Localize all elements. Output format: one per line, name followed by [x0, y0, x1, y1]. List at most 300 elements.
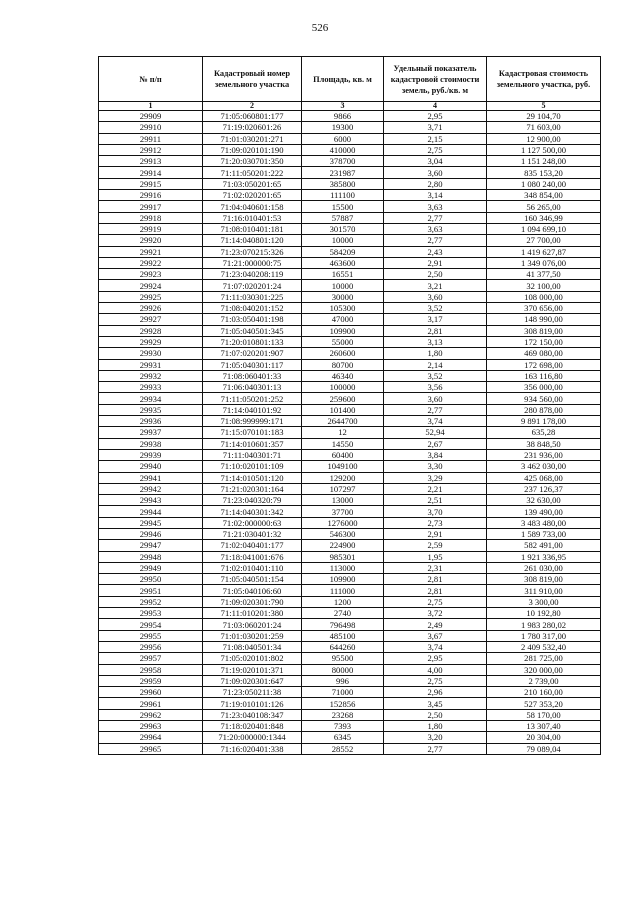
cell-row-number: 29918 [99, 212, 203, 223]
cell-row-number: 29939 [99, 449, 203, 460]
table-row [99, 709, 601, 720]
table-row [99, 246, 601, 257]
cell-specific-value: 2,75 [384, 675, 487, 686]
cell-cadastral-number: 71:05:020101:802 [203, 653, 302, 664]
cell-row-number: 29936 [99, 416, 203, 427]
cell-cadastral-value: 1 127 500,00 [487, 144, 601, 155]
cell-cadastral-number: 71:23:040208:119 [203, 269, 302, 280]
cell-specific-value: 3,60 [384, 393, 487, 404]
cell-cadastral-number: 71:02:020201:65 [203, 190, 302, 201]
cell-cadastral-number: 71:01:030201:259 [203, 630, 302, 641]
cell-area: 111100 [302, 190, 384, 201]
cell-cadastral-value: 210 160,00 [487, 687, 601, 698]
cell-cadastral-value: 1 780 317,00 [487, 630, 601, 641]
cell-cadastral-number: 71:20:000000:1344 [203, 732, 302, 743]
table-row [99, 359, 601, 370]
cell-specific-value: 2,77 [384, 743, 487, 754]
cell-specific-value: 52,94 [384, 427, 487, 438]
cell-specific-value: 2,80 [384, 178, 487, 189]
cell-cadastral-value: 320 000,00 [487, 664, 601, 675]
cell-specific-value: 2,50 [384, 709, 487, 720]
table-body [99, 111, 601, 755]
cell-row-number: 29923 [99, 269, 203, 280]
cell-row-number: 29932 [99, 370, 203, 381]
column-number: 3 [302, 102, 384, 111]
cell-specific-value: 2,50 [384, 269, 487, 280]
cell-area: 231987 [302, 167, 384, 178]
cell-cadastral-number: 71:20:010801:133 [203, 336, 302, 347]
cell-specific-value: 2,75 [384, 144, 487, 155]
cell-cadastral-value: 231 936,00 [487, 449, 601, 460]
cell-area: 796498 [302, 619, 384, 630]
cell-cadastral-value: 425 068,00 [487, 472, 601, 483]
cell-area: 10000 [302, 235, 384, 246]
cell-cadastral-number: 71:07:020201:907 [203, 348, 302, 359]
cell-area: 463600 [302, 257, 384, 268]
cell-area: 101400 [302, 404, 384, 415]
cell-area: 1276000 [302, 517, 384, 528]
table-row [99, 382, 601, 393]
cell-cadastral-number: 71:23:040108:347 [203, 709, 302, 720]
cell-specific-value: 1,80 [384, 721, 487, 732]
cell-area: 9866 [302, 111, 384, 122]
table-row [99, 133, 601, 144]
cell-cadastral-value: 10 192,80 [487, 608, 601, 619]
cell-area: 996 [302, 675, 384, 686]
cell-area: 28552 [302, 743, 384, 754]
cell-area: 584209 [302, 246, 384, 257]
table-row [99, 280, 601, 291]
cell-cadastral-number: 71:11:050201:222 [203, 167, 302, 178]
cell-row-number: 29925 [99, 291, 203, 302]
cell-row-number: 29930 [99, 348, 203, 359]
cell-area: 55000 [302, 336, 384, 347]
cell-cadastral-number: 71:14:040801:120 [203, 235, 302, 246]
cell-specific-value: 3,60 [384, 167, 487, 178]
cell-cadastral-number: 71:14:010601:357 [203, 438, 302, 449]
cell-cadastral-number: 71:14:040301:342 [203, 506, 302, 517]
cell-row-number: 29949 [99, 562, 203, 573]
cell-specific-value: 2,91 [384, 528, 487, 539]
cell-cadastral-value: 1 349 076,00 [487, 257, 601, 268]
cell-row-number: 29933 [99, 382, 203, 393]
cell-specific-value: 3,04 [384, 156, 487, 167]
column-number: 4 [384, 102, 487, 111]
table-row [99, 528, 601, 539]
cell-cadastral-number: 71:09:020301:647 [203, 675, 302, 686]
cell-cadastral-value: 2 739,00 [487, 675, 601, 686]
table-row [99, 743, 601, 754]
cell-cadastral-number: 71:20:030701:350 [203, 156, 302, 167]
cell-specific-value: 2,95 [384, 111, 487, 122]
cell-cadastral-number: 71:05:040501:154 [203, 574, 302, 585]
cell-cadastral-value: 934 560,00 [487, 393, 601, 404]
cadastral-value-table [98, 56, 601, 755]
cell-cadastral-value: 12 900,00 [487, 133, 601, 144]
cell-row-number: 29944 [99, 506, 203, 517]
table-row [99, 257, 601, 268]
cell-cadastral-value: 108 000,00 [487, 291, 601, 302]
cell-specific-value: 2,31 [384, 562, 487, 573]
cell-specific-value: 4,00 [384, 664, 487, 675]
cell-specific-value: 3,52 [384, 303, 487, 314]
table-row [99, 540, 601, 551]
cell-row-number: 29959 [99, 675, 203, 686]
cell-area: 105300 [302, 303, 384, 314]
cell-row-number: 29950 [99, 574, 203, 585]
cell-specific-value: 3,71 [384, 122, 487, 133]
cell-row-number: 29964 [99, 732, 203, 743]
cell-area: 46340 [302, 370, 384, 381]
cell-specific-value: 3,60 [384, 291, 487, 302]
cell-specific-value: 3,63 [384, 223, 487, 234]
cell-row-number: 29955 [99, 630, 203, 641]
cell-area: 644260 [302, 641, 384, 652]
table-row [99, 223, 601, 234]
cell-row-number: 29929 [99, 336, 203, 347]
table-row [99, 449, 601, 460]
cell-row-number: 29931 [99, 359, 203, 370]
table-row [99, 653, 601, 664]
table-row [99, 630, 601, 641]
cell-area: 13000 [302, 495, 384, 506]
cell-cadastral-number: 71:15:070101:183 [203, 427, 302, 438]
cell-specific-value: 2,67 [384, 438, 487, 449]
cell-cadastral-value: 370 656,00 [487, 303, 601, 314]
cell-cadastral-number: 71:07:020201:24 [203, 280, 302, 291]
cell-cadastral-number: 71:23:050211:38 [203, 687, 302, 698]
cell-cadastral-value: 281 725,00 [487, 653, 601, 664]
table-row [99, 190, 601, 201]
cell-cadastral-number: 71:10:020101:109 [203, 461, 302, 472]
cell-cadastral-value: 1 589 733,00 [487, 528, 601, 539]
cell-row-number: 29914 [99, 167, 203, 178]
table-row [99, 348, 601, 359]
cell-specific-value: 3,30 [384, 461, 487, 472]
cell-cadastral-value: 261 030,00 [487, 562, 601, 573]
cell-row-number: 29960 [99, 687, 203, 698]
cell-cadastral-value: 3 483 480,00 [487, 517, 601, 528]
cell-specific-value: 3,17 [384, 314, 487, 325]
cell-specific-value: 2,81 [384, 325, 487, 336]
table-row [99, 201, 601, 212]
cell-cadastral-value: 1 419 627,87 [487, 246, 601, 257]
cell-cadastral-value: 311 910,00 [487, 585, 601, 596]
cell-cadastral-number: 71:05:060801:177 [203, 111, 302, 122]
column-number: 2 [203, 102, 302, 111]
table-row [99, 416, 601, 427]
cell-row-number: 29946 [99, 528, 203, 539]
cell-cadastral-number: 71:18:020401:848 [203, 721, 302, 732]
cell-area: 14550 [302, 438, 384, 449]
cell-cadastral-number: 71:11:010201:380 [203, 608, 302, 619]
cell-cadastral-number: 71:21:030401:32 [203, 528, 302, 539]
cell-row-number: 29943 [99, 495, 203, 506]
table-row [99, 325, 601, 336]
cell-specific-value: 3,14 [384, 190, 487, 201]
cell-area: 23268 [302, 709, 384, 720]
cell-cadastral-value: 139 490,00 [487, 506, 601, 517]
cell-row-number: 29940 [99, 461, 203, 472]
cell-specific-value: 3,56 [384, 382, 487, 393]
cell-cadastral-value: 79 089,04 [487, 743, 601, 754]
table-row [99, 472, 601, 483]
cell-row-number: 29919 [99, 223, 203, 234]
table-row [99, 303, 601, 314]
cell-cadastral-value: 41 377,50 [487, 269, 601, 280]
cell-area: 2644700 [302, 416, 384, 427]
cell-area: 385800 [302, 178, 384, 189]
cell-cadastral-value: 9 891 178,00 [487, 416, 601, 427]
cell-cadastral-value: 32 630,00 [487, 495, 601, 506]
cell-row-number: 29951 [99, 585, 203, 596]
cell-row-number: 29921 [99, 246, 203, 257]
cell-cadastral-number: 71:02:040401:177 [203, 540, 302, 551]
cell-specific-value: 3,74 [384, 416, 487, 427]
cell-cadastral-value: 348 854,00 [487, 190, 601, 201]
table-row [99, 721, 601, 732]
cell-cadastral-value: 635,28 [487, 427, 601, 438]
cell-cadastral-value: 20 304,00 [487, 732, 601, 743]
cell-row-number: 29926 [99, 303, 203, 314]
cell-cadastral-number: 71:16:020401:338 [203, 743, 302, 754]
cell-specific-value: 3,52 [384, 370, 487, 381]
cell-cadastral-number: 71:21:000000:75 [203, 257, 302, 268]
cell-area: 109900 [302, 574, 384, 585]
cell-row-number: 29942 [99, 483, 203, 494]
cell-area: 129200 [302, 472, 384, 483]
cell-row-number: 29935 [99, 404, 203, 415]
cell-cadastral-value: 356 000,00 [487, 382, 601, 393]
cell-specific-value: 3,67 [384, 630, 487, 641]
cell-specific-value: 3,74 [384, 641, 487, 652]
table-row [99, 291, 601, 302]
cell-row-number: 29913 [99, 156, 203, 167]
cell-cadastral-number: 71:08:999999:171 [203, 416, 302, 427]
cell-cadastral-number: 71:05:040301:117 [203, 359, 302, 370]
cell-area: 71000 [302, 687, 384, 698]
page-number: 526 [311, 22, 329, 34]
cell-cadastral-value: 280 878,00 [487, 404, 601, 415]
cell-cadastral-number: 71:14:040101:92 [203, 404, 302, 415]
table-row [99, 574, 601, 585]
cell-specific-value: 3,84 [384, 449, 487, 460]
column-number-row [99, 102, 601, 111]
cell-row-number: 29957 [99, 653, 203, 664]
cell-area: 16551 [302, 269, 384, 280]
cell-cadastral-value: 582 491,00 [487, 540, 601, 551]
cell-row-number: 29958 [99, 664, 203, 675]
cell-specific-value: 2,81 [384, 574, 487, 585]
cell-area: 259600 [302, 393, 384, 404]
cell-cadastral-value: 27 700,00 [487, 235, 601, 246]
cell-area: 80000 [302, 664, 384, 675]
cell-cadastral-number: 71:03:050401:198 [203, 314, 302, 325]
cell-specific-value: 3,21 [384, 280, 487, 291]
table-row [99, 495, 601, 506]
cell-cadastral-value: 237 126,37 [487, 483, 601, 494]
table-row [99, 336, 601, 347]
cell-specific-value: 3,13 [384, 336, 487, 347]
table-row [99, 619, 601, 630]
cell-row-number: 29948 [99, 551, 203, 562]
cell-cadastral-value: 3 462 030,00 [487, 461, 601, 472]
cell-cadastral-value: 1 080 240,00 [487, 178, 601, 189]
table-row [99, 370, 601, 381]
cell-cadastral-number: 71:11:030301:225 [203, 291, 302, 302]
cell-cadastral-number: 71:08:060401:33 [203, 370, 302, 381]
cell-row-number: 29965 [99, 743, 203, 754]
cell-specific-value: 2,14 [384, 359, 487, 370]
cell-cadastral-number: 71:14:010501:120 [203, 472, 302, 483]
cell-row-number: 29910 [99, 122, 203, 133]
cell-area: 152856 [302, 698, 384, 709]
table-row [99, 596, 601, 607]
cell-cadastral-value: 163 116,80 [487, 370, 601, 381]
table-row [99, 698, 601, 709]
cell-cadastral-number: 71:19:010101:126 [203, 698, 302, 709]
cell-area: 12 [302, 427, 384, 438]
cell-row-number: 29954 [99, 619, 203, 630]
table-row [99, 212, 601, 223]
cell-row-number: 29909 [99, 111, 203, 122]
cell-area: 301570 [302, 223, 384, 234]
cell-cadastral-value: 1 151 248,00 [487, 156, 601, 167]
table-row [99, 144, 601, 155]
cell-row-number: 29952 [99, 596, 203, 607]
cell-area: 7393 [302, 721, 384, 732]
cell-specific-value: 2,59 [384, 540, 487, 551]
cell-specific-value: 1,80 [384, 348, 487, 359]
column-number: 5 [487, 102, 601, 111]
cell-cadastral-value: 527 353,20 [487, 698, 601, 709]
cell-cadastral-number: 71:08:040501:34 [203, 641, 302, 652]
table-row [99, 122, 601, 133]
cell-area: 107297 [302, 483, 384, 494]
table-row [99, 404, 601, 415]
table-row [99, 461, 601, 472]
cell-row-number: 29912 [99, 144, 203, 155]
table-row [99, 506, 601, 517]
cell-specific-value: 2,15 [384, 133, 487, 144]
cell-cadastral-value: 308 819,00 [487, 325, 601, 336]
cell-area: 2740 [302, 608, 384, 619]
cell-row-number: 29953 [99, 608, 203, 619]
cell-row-number: 29927 [99, 314, 203, 325]
table-row [99, 585, 601, 596]
cell-cadastral-value: 2 409 532,40 [487, 641, 601, 652]
cell-cadastral-value: 1 921 336,95 [487, 551, 601, 562]
cell-row-number: 29916 [99, 190, 203, 201]
cell-row-number: 29917 [99, 201, 203, 212]
cell-cadastral-value: 160 346,99 [487, 212, 601, 223]
cell-area: 378700 [302, 156, 384, 167]
cell-row-number: 29924 [99, 280, 203, 291]
cell-cadastral-value: 308 819,00 [487, 574, 601, 585]
table-row [99, 427, 601, 438]
cell-cadastral-number: 71:08:010401:181 [203, 223, 302, 234]
cell-specific-value: 2,77 [384, 212, 487, 223]
cell-cadastral-number: 71:08:040201:152 [203, 303, 302, 314]
cell-row-number: 29945 [99, 517, 203, 528]
cell-area: 113000 [302, 562, 384, 573]
table-row [99, 178, 601, 189]
cell-area: 47000 [302, 314, 384, 325]
table-row [99, 314, 601, 325]
cell-area: 410000 [302, 144, 384, 155]
cell-area: 111000 [302, 585, 384, 596]
cell-cadastral-number: 71:05:040501:345 [203, 325, 302, 336]
cell-cadastral-number: 71:06:040301:13 [203, 382, 302, 393]
cell-row-number: 29920 [99, 235, 203, 246]
cell-cadastral-number: 71:03:060201:24 [203, 619, 302, 630]
table-row [99, 732, 601, 743]
cell-area: 19300 [302, 122, 384, 133]
cell-cadastral-number: 71:02:010401:110 [203, 562, 302, 573]
cell-cadastral-number: 71:16:010401:53 [203, 212, 302, 223]
table-row [99, 664, 601, 675]
table-row [99, 517, 601, 528]
cell-cadastral-value: 172 150,00 [487, 336, 601, 347]
cell-row-number: 29922 [99, 257, 203, 268]
cell-area: 109900 [302, 325, 384, 336]
cell-area: 10000 [302, 280, 384, 291]
cell-row-number: 29934 [99, 393, 203, 404]
cell-area: 485100 [302, 630, 384, 641]
cell-cadastral-number: 71:23:040320:79 [203, 495, 302, 506]
cell-area: 224900 [302, 540, 384, 551]
cell-cadastral-number: 71:01:030201:271 [203, 133, 302, 144]
cell-row-number: 29962 [99, 709, 203, 720]
cell-cadastral-number: 71:18:041001:676 [203, 551, 302, 562]
table-row [99, 483, 601, 494]
table-row [99, 269, 601, 280]
cell-area: 37700 [302, 506, 384, 517]
cell-cadastral-value: 1 094 699,10 [487, 223, 601, 234]
cell-area: 15500 [302, 201, 384, 212]
cell-cadastral-number: 71:05:040106:60 [203, 585, 302, 596]
cell-specific-value: 2,77 [384, 235, 487, 246]
cell-row-number: 29928 [99, 325, 203, 336]
cell-specific-value: 2,75 [384, 596, 487, 607]
table-row [99, 167, 601, 178]
cell-cadastral-value: 58 170,00 [487, 709, 601, 720]
cell-cadastral-value: 29 104,70 [487, 111, 601, 122]
table-row [99, 687, 601, 698]
cell-area: 6345 [302, 732, 384, 743]
cell-specific-value: 2,51 [384, 495, 487, 506]
cell-specific-value: 2,73 [384, 517, 487, 528]
header-area: Площадь, кв. м [302, 57, 384, 102]
cell-specific-value: 2,77 [384, 404, 487, 415]
cell-row-number: 29947 [99, 540, 203, 551]
cell-specific-value: 3,70 [384, 506, 487, 517]
cell-cadastral-number: 71:23:070215:326 [203, 246, 302, 257]
cell-cadastral-value: 1 983 280,02 [487, 619, 601, 630]
cell-row-number: 29956 [99, 641, 203, 652]
cell-area: 985301 [302, 551, 384, 562]
cell-cadastral-value: 3 300,00 [487, 596, 601, 607]
table-row [99, 156, 601, 167]
cell-specific-value: 2,81 [384, 585, 487, 596]
cell-cadastral-value: 13 307,40 [487, 721, 601, 732]
cell-area: 1049100 [302, 461, 384, 472]
cell-cadastral-number: 71:19:020101:371 [203, 664, 302, 675]
cell-cadastral-value: 148 990,00 [487, 314, 601, 325]
cell-specific-value: 2,91 [384, 257, 487, 268]
header-cadastral-value: Кадастровая стоимость земельного участка, руб. [487, 57, 601, 102]
header-specific-value: Удельный показатель кадастровой стоимости земель, руб./кв. м [384, 57, 487, 102]
